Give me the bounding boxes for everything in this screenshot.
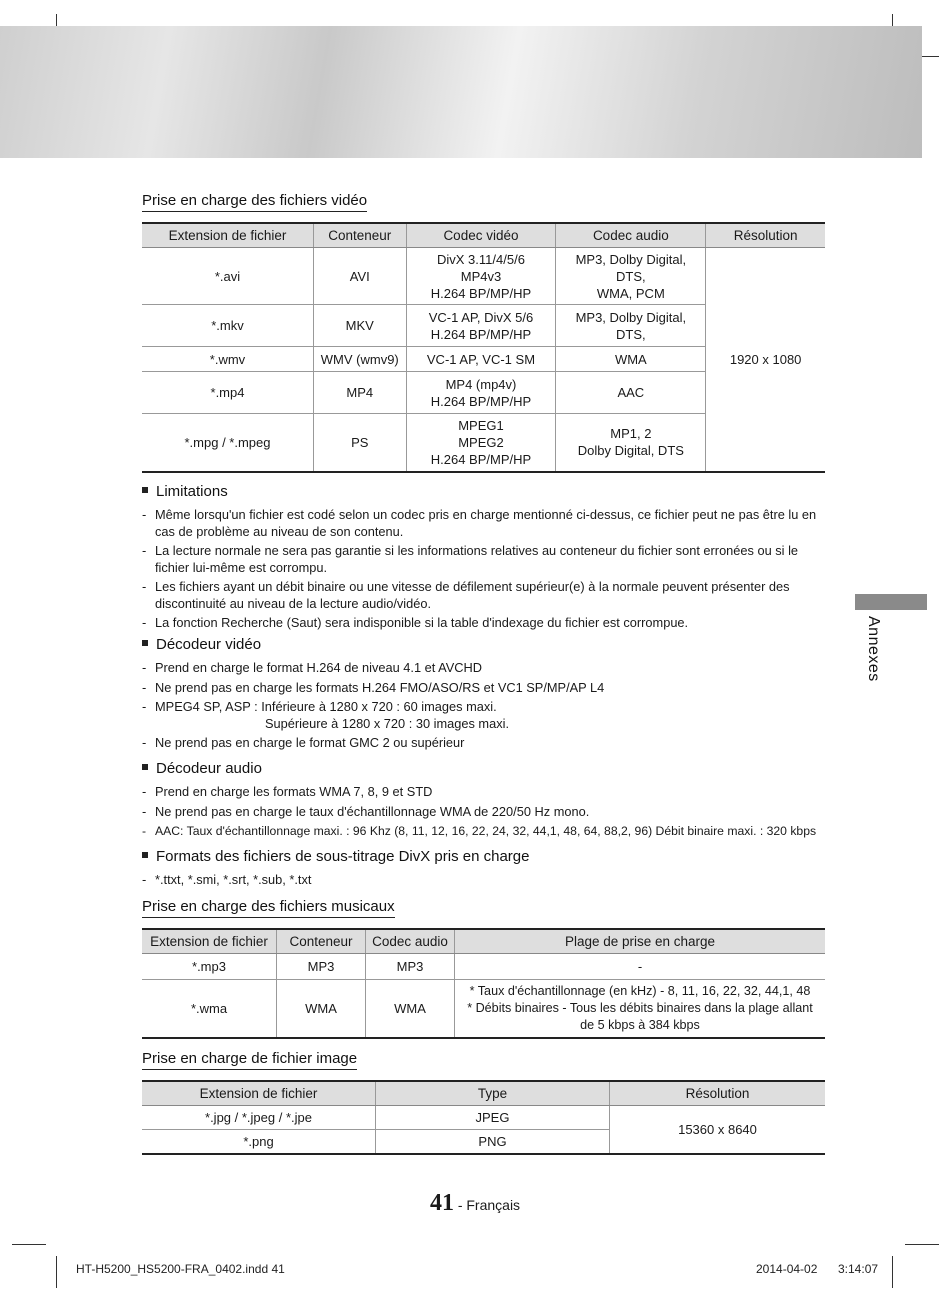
cell-container: MKV — [314, 305, 407, 347]
range-line: de 5 kbps à 384 kbps — [580, 1017, 700, 1032]
video-decoder-heading — [142, 636, 261, 653]
cell-extension: *.mkv — [142, 305, 314, 347]
codec-line: AAC — [617, 385, 645, 400]
codec-line: DTS, — [616, 326, 646, 342]
cell-audio-codec — [556, 305, 706, 347]
cell-codec: WMA — [366, 980, 455, 1038]
list-item: - Prend en charge le format H.264 de niveau 4.1 et AVCHD — [142, 660, 832, 677]
music-table — [142, 928, 825, 1039]
list-item-line: Supérieure à 1280 x 720 : 30 images maxi. — [265, 715, 509, 731]
cell-container: MP3 — [277, 954, 366, 980]
crop-mark — [12, 1244, 46, 1245]
crop-mark — [892, 1256, 893, 1288]
codec-line: MP4 (mp4v) — [445, 376, 517, 392]
crop-mark — [905, 1244, 939, 1245]
video-table — [142, 222, 825, 473]
cell-type: JPEG — [376, 1106, 610, 1130]
audio-decoder-heading-text: Décodeur audio — [156, 760, 262, 777]
music-header-codec: Codec audio — [366, 929, 455, 954]
footer-file: HT-H5200_HS5200-FRA_0402.indd 41 — [76, 1262, 285, 1276]
video-decoder-list — [142, 660, 832, 755]
bullet-square-icon — [142, 487, 148, 493]
cell-container: MP4 — [314, 372, 407, 414]
list-item: - Les fichiers ayant un débit binaire ou une vitesse de défilement supérieur(e) à la normale peuvent présenter des discontinuité au niveau de la lecture audio/vidéo. — [142, 579, 832, 612]
range-line: * Taux d'échantillonnage (en kHz) - 8, 11, 16, 22, 32, 44,1, 48 — [469, 983, 811, 998]
cell-extension: *.wmv — [142, 347, 314, 372]
side-tab-label: Annexes — [865, 616, 882, 682]
cell-extension: *.mpg / *.mpeg — [142, 414, 314, 472]
cell-resolution: 1920 x 1080 — [706, 248, 825, 472]
audio-decoder-heading — [142, 760, 262, 777]
table-row — [142, 980, 825, 1038]
list-item: - Ne prend pas en charge le format GMC 2 ou supérieur — [142, 735, 832, 752]
codec-line: MP3, Dolby Digital, — [575, 309, 687, 325]
image-header-extension: Extension de fichier — [142, 1081, 376, 1106]
cell-range: - — [455, 954, 826, 980]
codec-line: H.264 BP/MP/HP — [430, 451, 532, 467]
list-item: - La lecture normale ne sera pas garantie si les informations relatives au conteneur du fichier sont erronées ou si le fichier lui-même est corrompu. — [142, 543, 832, 576]
cell-resolution: 15360 x 8640 — [610, 1106, 826, 1154]
cell-extension: *.png — [142, 1130, 376, 1154]
cell-extension: *.jpg / *.jpeg / *.jpe — [142, 1106, 376, 1130]
side-tab-marker — [855, 594, 927, 610]
video-header-audio-codec: Codec audio — [556, 223, 706, 248]
page-number — [0, 1190, 950, 1217]
subtitles-heading-text: Formats des fichiers de sous-titrage DivX pris en charge — [156, 848, 530, 865]
cell-video-codec — [406, 372, 556, 414]
cell-extension: *.wma — [142, 980, 277, 1038]
list-item: - La fonction Recherche (Saut) sera indisponible si la table d'indexage du fichier est corrompue. — [142, 615, 832, 632]
music-section-title: Prise en charge des fichiers musicaux — [142, 898, 395, 918]
cell-video-codec — [406, 347, 556, 372]
codec-line: VC-1 AP, DivX 5/6 — [428, 309, 534, 325]
list-item: - Prend en charge les formats WMA 7, 8, 9 et STD — [142, 784, 842, 801]
cell-range — [455, 980, 826, 1038]
image-section-title: Prise en charge de fichier image — [142, 1050, 357, 1070]
music-header-extension: Extension de fichier — [142, 929, 277, 954]
page-number-value: 41 — [429, 1190, 454, 1216]
page-language: - Français — [453, 1197, 521, 1213]
music-header-range: Plage de prise en charge — [455, 929, 826, 954]
codec-line: WMA, PCM — [596, 285, 665, 301]
video-decoder-heading-text: Décodeur vidéo — [156, 636, 262, 653]
crop-mark — [56, 1256, 57, 1288]
codec-line: MP3, Dolby Digital, — [575, 251, 687, 267]
music-header-container: Conteneur — [277, 929, 366, 954]
cell-container: WMA — [277, 980, 366, 1038]
range-line: * Débits binaires - Tous les débits binaires dans la plage allant — [467, 1000, 813, 1015]
bullet-square-icon — [142, 764, 148, 770]
limitations-heading-text: Limitations — [156, 483, 228, 500]
codec-line: DTS, — [616, 268, 646, 284]
cell-video-codec — [406, 414, 556, 472]
cell-audio-codec — [556, 414, 706, 472]
codec-line: H.264 BP/MP/HP — [430, 326, 532, 342]
bullet-square-icon — [142, 852, 148, 858]
bullet-square-icon — [142, 640, 148, 646]
image-table — [142, 1080, 825, 1155]
video-section-title: Prise en charge des fichiers vidéo — [142, 192, 367, 212]
table-row — [142, 954, 825, 980]
codec-line: H.264 BP/MP/HP — [430, 393, 532, 409]
cell-extension: *.mp4 — [142, 372, 314, 414]
image-header-resolution: Résolution — [610, 1081, 826, 1106]
cell-container: AVI — [314, 248, 407, 305]
codec-line: MPEG1 — [458, 417, 504, 433]
cell-type: PNG — [376, 1130, 610, 1154]
codec-line: VC-1 AP, VC-1 SM — [426, 351, 536, 367]
cell-audio-codec — [556, 347, 706, 372]
list-item: - AAC: Taux d'échantillonnage maxi. : 96 Khz (8, 11, 12, 16, 22, 24, 32, 44,1, 48, 64, 88,2, 96) Débit binaire maxi. : 320 kbps — [142, 823, 842, 840]
cell-container: PS — [314, 414, 407, 472]
cell-container: WMV (wmv9) — [314, 347, 407, 372]
list-item: - Ne prend pas en charge le taux d'échantillonnage WMA de 220/50 Hz mono. — [142, 804, 842, 821]
codec-line: WMA — [614, 351, 647, 367]
table-row — [142, 248, 825, 305]
cell-audio-codec — [556, 248, 706, 305]
limitations-list — [142, 507, 832, 635]
list-item — [142, 699, 832, 732]
cell-video-codec — [406, 248, 556, 305]
audio-decoder-list — [142, 784, 842, 843]
list-item: - Même lorsqu'un fichier est codé selon un codec pris en charge mentionné ci-dessus, ce fichier peut ne pas être lu en cas de problème au niveau de son contenu. — [142, 507, 832, 540]
image-header-type: Type — [376, 1081, 610, 1106]
video-header-resolution: Résolution — [706, 223, 825, 248]
cell-audio-codec — [556, 372, 706, 414]
cell-codec: MP3 — [366, 954, 455, 980]
footer-time: 3:14:07 — [838, 1262, 879, 1276]
video-header-video-codec: Codec vidéo — [406, 223, 556, 248]
list-item: - Ne prend pas en charge les formats H.264 FMO/ASO/RS et VC1 SP/MP/AP L4 — [142, 680, 832, 697]
header-band — [0, 26, 922, 158]
list-item: - *.ttxt, *.smi, *.srt, *.sub, *.txt — [142, 872, 832, 889]
codec-line: MP1, 2 — [610, 426, 652, 442]
limitations-heading — [142, 483, 228, 500]
cell-video-codec — [406, 305, 556, 347]
video-header-container: Conteneur — [314, 223, 407, 248]
codec-line: DivX 3.11/4/5/6 — [437, 251, 525, 267]
codec-line: MP4v3 — [460, 268, 502, 284]
cell-extension: *.mp3 — [142, 954, 277, 980]
codec-line: MPEG2 — [458, 434, 504, 450]
list-item-line: - MPEG4 SP, ASP : Inférieure à 1280 x 720 : 60 images maxi. — [155, 699, 497, 714]
subtitles-list — [142, 872, 832, 892]
footer-date: 2014-04-02 — [756, 1262, 818, 1276]
subtitles-heading — [142, 848, 529, 865]
table-row — [142, 1106, 825, 1130]
codec-line: Dolby Digital, DTS — [577, 443, 684, 459]
codec-line: H.264 BP/MP/HP — [430, 285, 532, 301]
video-header-extension: Extension de fichier — [142, 223, 314, 248]
cell-extension: *.avi — [142, 248, 314, 305]
